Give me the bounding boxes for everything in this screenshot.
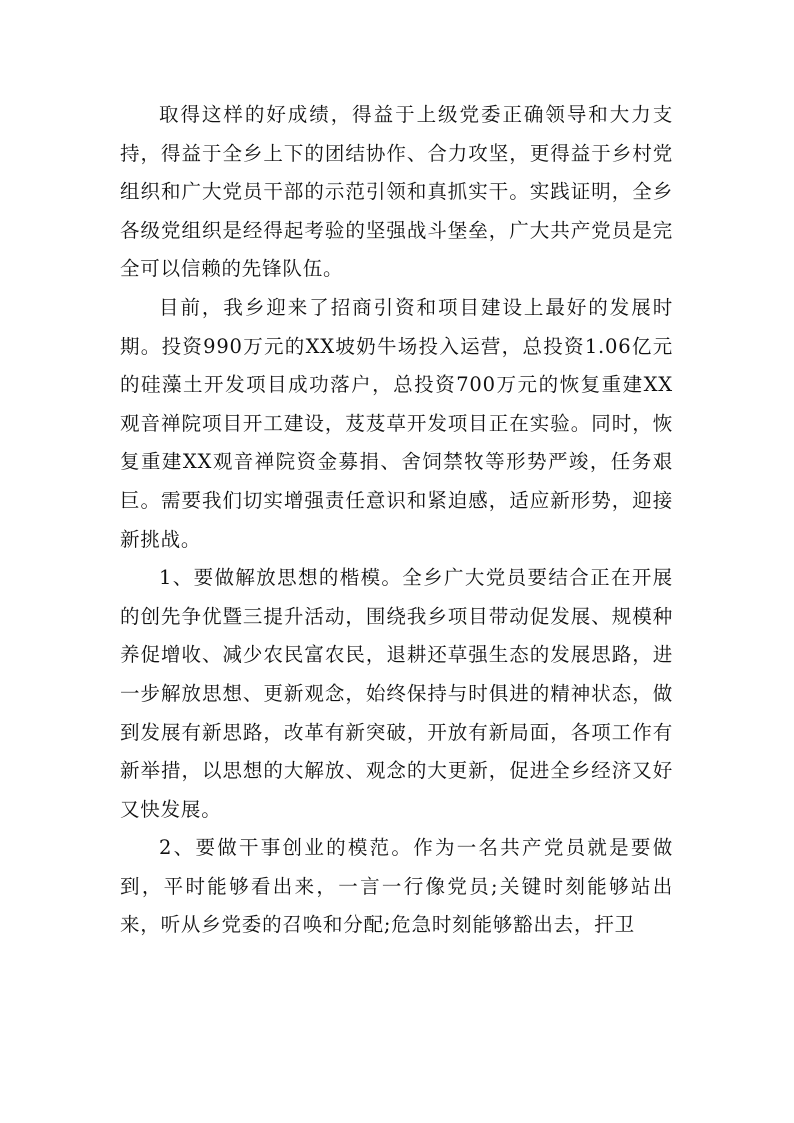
paragraph-2: 目前，我乡迎来了招商引资和项目建设上最好的发展时期。投资990万元的XX坡奶牛场投入运营，总投资1.06亿元的硅藻土开发项目成功落户，总投资700万元的恢复重建XX观音禅院项目开工建设，芨芨草开发项目正在实验。同时，恢复重建XX观音禅院资金募捐、舍饲禁牧等形势严竣，任务艰巨。需要我们切实增强责任意识和紧迫感，适应新形势，迎接新挑战。 — [120, 295, 673, 551]
document-body — [120, 96, 673, 945]
paragraph-1: 取得这样的好成绩，得益于上级党委正确领导和大力支持，得益于全乡上下的团结协作、合力攻坚，更得益于乡村党组织和广大党员干部的示范引领和真抓实干。实践证明，全乡各级党组织是经得起考验的坚强战斗堡垒，广大共产党员是完全可以信赖的先锋队伍。 — [120, 103, 673, 281]
paragraph-4: 2、要做干事创业的模范。作为一名共产党员就是要做到，平时能够看出来，一言一行像党员;关键时刻能够站出来，听从乡党委的召唤和分配;危急时刻能够豁出去，扞卫 — [120, 836, 673, 937]
paragraph-3: 1、要做解放思想的楷模。全乡广大党员要结合正在开展的创先争优暨三提升活动，围绕我乡项目带动促发展、规模种养促增收、减少农民富农民，退耕还草强生态的发展思路，进一步解放思想、更新观念，始终保持与时俱进的精神状态，做到发展有新思路，改革有新突破，开放有新局面，各项工作有新举措，以思想的大解放、观念的大更新，促进全乡经济又好又快发展。 — [120, 566, 673, 821]
